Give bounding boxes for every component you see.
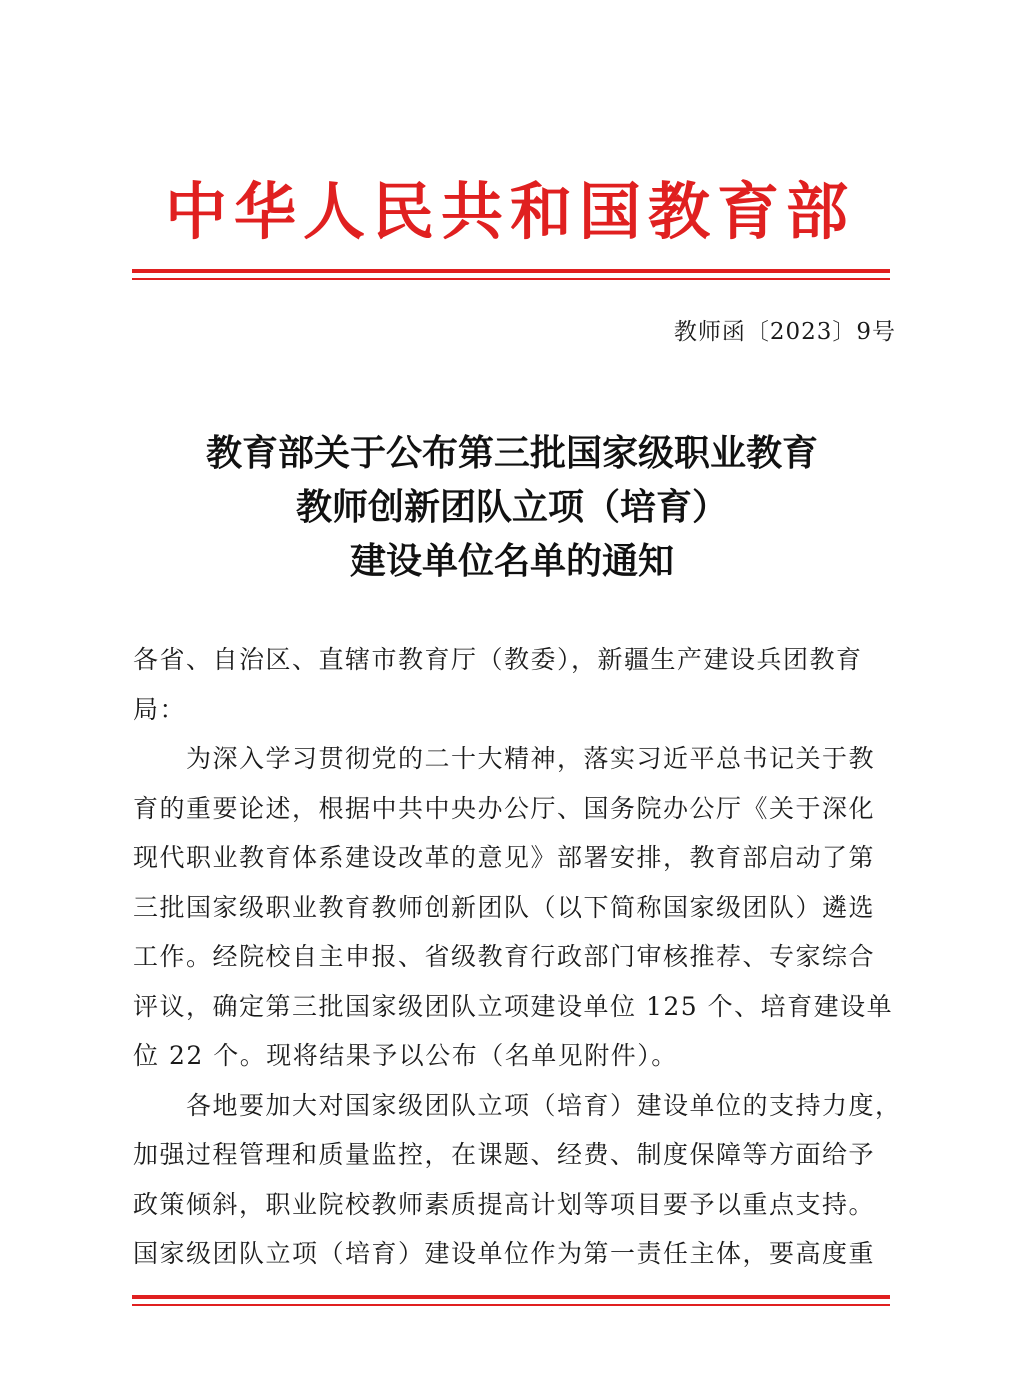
body-line: 现代职业教育体系建设改革的意见》部署安排，教育部启动了第: [133, 843, 876, 872]
body-line: 国家级团队立项（培育）建设单位作为第一责任主体，要高度重: [133, 1239, 876, 1268]
footer-divider-thick: [132, 1295, 890, 1299]
document-number: 教师函〔2023〕9号: [673, 319, 896, 345]
body-line: 位 22 个。现将结果予以公布（名单见附件）。: [133, 1041, 678, 1070]
body-line: 育的重要论述，根据中共中央办公厅、国务院办公厅《关于深化: [133, 794, 876, 823]
notice-title-line-3: 建设单位名单的通知: [349, 541, 674, 582]
header-divider-thin: [132, 278, 890, 280]
masthead-title: 中华人民共和国教育部: [164, 175, 855, 248]
body-line: 加强过程管理和质量监控，在课题、经费、制度保障等方面给予: [133, 1140, 876, 1169]
body-line: 各地要加大对国家级团队立项（培育）建设单位的支持力度，: [133, 1091, 902, 1120]
body-line: 政策倾斜，职业院校教师素质提高计划等项目要予以重点支持。: [133, 1190, 876, 1219]
body-line: 各省、自治区、直辖市教育厅（教委），新疆生产建设兵团教育: [133, 645, 863, 674]
body-line: 工作。经院校自主申报、省级教育行政部门审核推荐、专家综合: [133, 942, 876, 971]
body-line: 三批国家级职业教育教师创新团队（以下简称国家级团队）遴选: [133, 893, 876, 922]
body-line: 评议，确定第三批国家级团队立项建设单位 125 个、培育建设单: [133, 992, 894, 1021]
notice-title-line-1: 教育部关于公布第三批国家级职业教育: [205, 433, 818, 474]
notice-title-line-2: 教师创新团队立项（培育）: [295, 487, 728, 528]
body-line: 为深入学习贯彻党的二十大精神，落实习近平总书记关于教: [133, 744, 876, 773]
body-line: 局：: [133, 695, 187, 724]
footer-divider-thin: [132, 1304, 890, 1306]
header-divider-thick: [132, 269, 890, 273]
